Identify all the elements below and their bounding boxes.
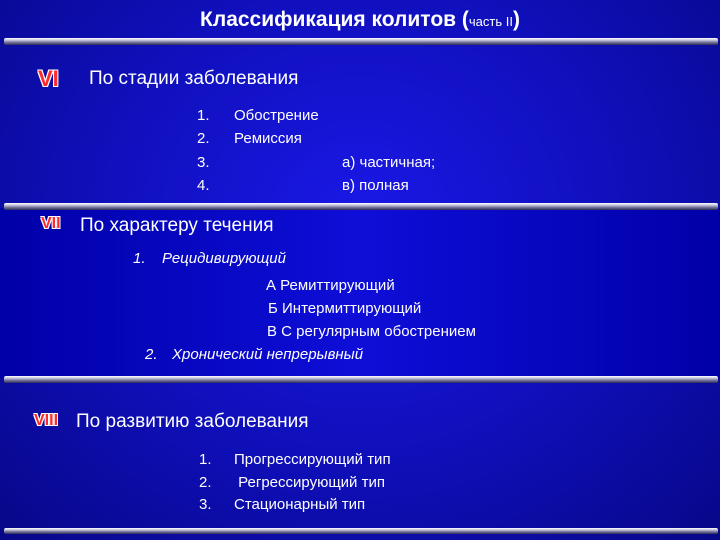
list-number: 2. [197, 130, 210, 147]
title-main: Классификация колитов ( [200, 8, 469, 31]
section-heading-stage: По стадии заболевания [89, 68, 299, 89]
list-item: Стационарный тип [234, 496, 366, 513]
divider-lower [4, 376, 718, 383]
list-item: Ремиссия [234, 130, 302, 147]
divider-top [4, 38, 718, 45]
roman-numeral-vii: VII [41, 215, 61, 232]
slide-title [0, 8, 720, 32]
list-subitem: Б Интермиттирующий [268, 300, 422, 317]
list-subitem: А Ремиттирующий [266, 277, 395, 294]
roman-numeral-vi: VI [38, 66, 59, 91]
roman-numeral-viii: VIII [34, 412, 59, 429]
divider-bottom [4, 528, 718, 534]
section-heading-course: По характеру течения [80, 215, 274, 236]
divider-middle [4, 203, 718, 210]
list-number: 1. [197, 107, 210, 124]
list-item: Регрессирующий тип [234, 474, 385, 491]
list-item: Прогрессирующий тип [234, 451, 391, 468]
section-heading-development: По развитию заболевания [76, 411, 309, 432]
list-number: 1. [133, 250, 146, 267]
list-number: 1. [199, 451, 212, 468]
list-subitem: В С регулярным обострением [267, 323, 476, 340]
list-item: Хронический непрерывный [172, 346, 364, 363]
list-subitem: а) частичная; [342, 154, 436, 171]
title-part: часть II [468, 14, 513, 29]
list-number: 3. [197, 154, 210, 171]
list-number: 3. [199, 496, 212, 513]
list-item: Обострение [234, 107, 319, 124]
list-subitem: в) полная [342, 177, 409, 194]
list-number: 2. [199, 474, 212, 491]
list-item: Рецидивирующий [162, 250, 286, 267]
title-close: ) [512, 8, 520, 31]
list-number: 2. [145, 346, 158, 363]
list-number: 4. [197, 177, 210, 194]
